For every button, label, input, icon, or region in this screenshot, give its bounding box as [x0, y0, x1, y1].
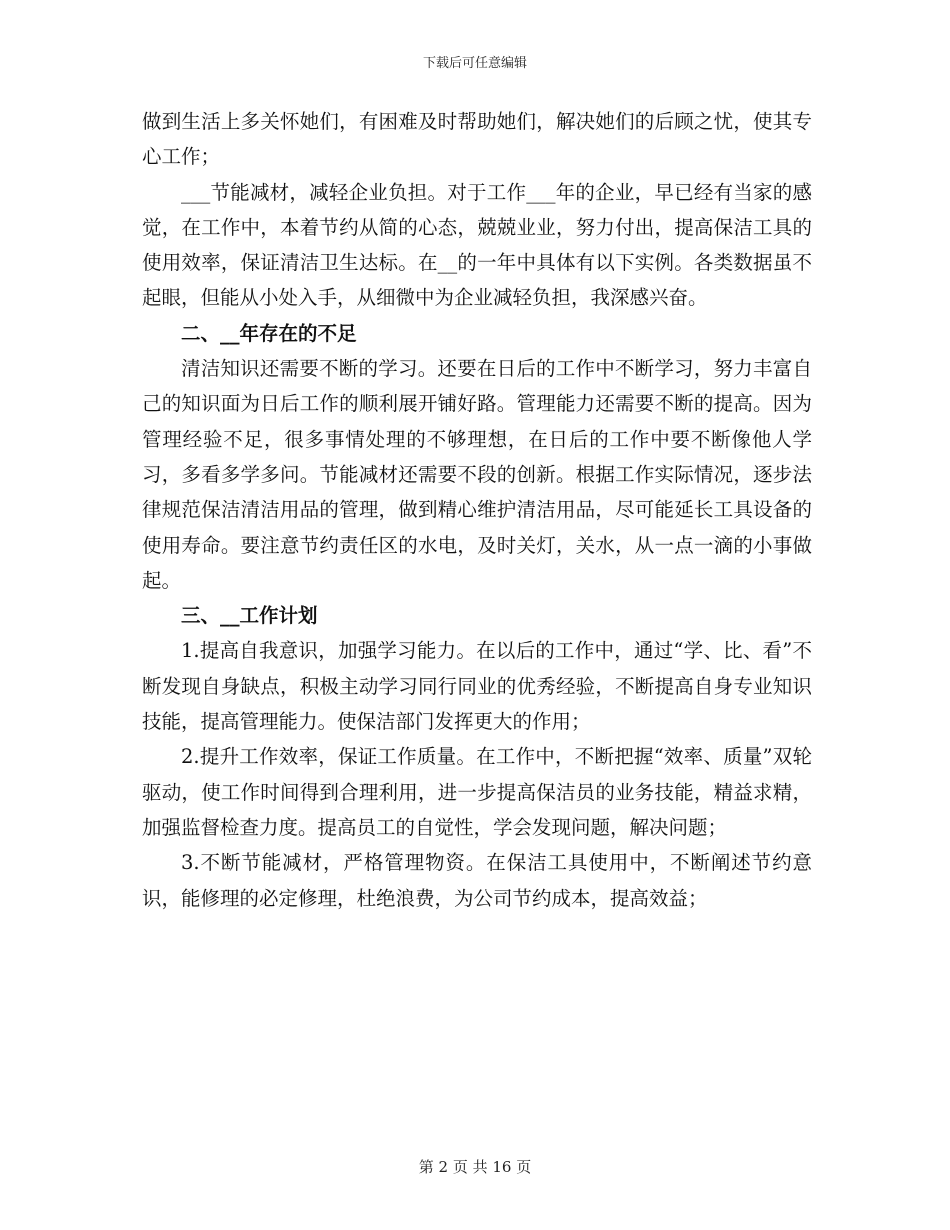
paragraph-continued: 做到生活上多关怀她们，有困难及时帮助她们，解决她们的后顾之忧，使其专心工作；: [142, 110, 812, 169]
section-heading-shortcomings: 二、__年存在的不足: [181, 321, 357, 345]
page-footer: 第 2 页 共 16 页: [418, 1158, 532, 1176]
paragraph-plan-item-2: 2.提升工作效率，保证工作质量。在工作中，不断把握“效率、质量”双轮驱动，使工作时间得到合理利用，进一步提高保洁员的业务技能，精益求精，加强监督检查力度。提高员工的自觉性，学会发现问题，解决问题；: [142, 745, 812, 839]
paragraph-shortcomings: 清洁知识还需要不断的学习。还要在日后的工作中不断学习，努力丰富自己的知识面为日后工作的顺利展开铺好路。管理能力还需要不断的提高。因为管理经验不足，很多事情处理的不够理想，在日后的工作中要不断像他人学习，多看多学多问。节能减材还需要不段的创新。根据工作实际情况，逐步法律规范保洁清洁用品的管理，做到精心维护清洁用品，尽可能延长工具设备的使用寿命。要注意节约责任区的水电，及时关灯，关水，从一点一滴的小事做起。: [142, 357, 812, 592]
paragraph-energy-saving: ___节能减材，减轻企业负担。对于工作___年的企业，早已经有当家的感觉，在工作中，本着节约从简的心态，兢兢业业，努力付出，提高保洁工具的使用效率，保证清洁卫生达标。在__的一年中具体有以下实例。各类数据虽不起眼，但能从小处入手，从细微中为企业减轻负担，我深感兴奋。: [142, 180, 812, 310]
paragraph-plan-item-3: 3.不断节能减材，严格管理物资。在保洁工具使用中，不断阐述节约意识，能修理的必定修理，杜绝浪费，为公司节约成本，提高效益；: [142, 851, 812, 910]
paragraph-plan-item-1: 1.提高自我意识，加强学习能力。在以后的工作中，通过“学、比、看”不断发现自身缺点，积极主动学习同行同业的优秀经验，不断提高自身专业知识技能，提高管理能力。使保洁部门发挥更大的作用；: [142, 639, 812, 734]
page-header: 下载后可任意编辑: [422, 56, 527, 71]
document-body: [142, 104, 812, 916]
section-heading-work-plan: 三、__工作计划: [181, 604, 318, 628]
